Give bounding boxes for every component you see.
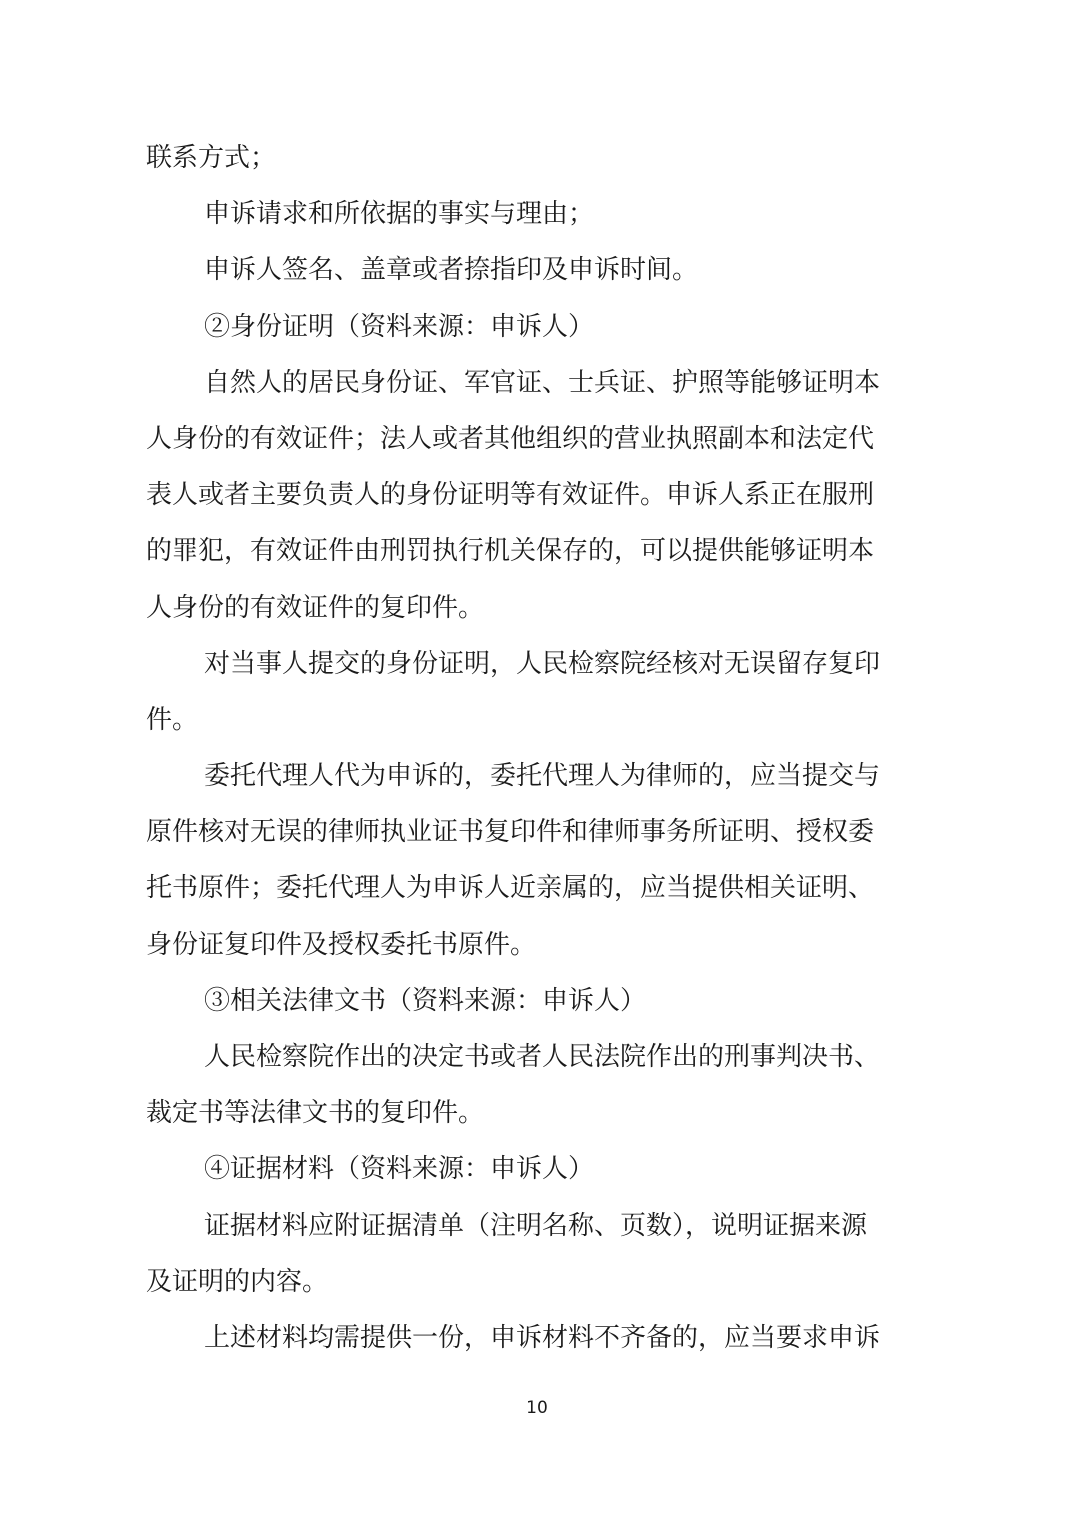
text-line: 委托代理人代为申诉的，委托代理人为律师的，应当提交与 [204,761,881,792]
text-line: 人身份的有效证件的复印件。 [146,592,485,623]
text-line: 件。 [146,704,199,735]
text-line: 人民检察院作出的决定书或者人民法院作出的刑事判决书、 [204,1042,881,1072]
text-line: 托书原件；委托代理人为申诉人近亲属的，应当提供相关证明、 [146,873,875,904]
text-line: 申诉请求和所依据的事实与理由； [204,199,595,230]
text-line: 原件核对无误的律师执业证书复印件和律师事务所证明、授权委 [146,817,875,848]
text-line: 人身份的有效证件；法人或者其他组织的营业执照副本和法定代 [146,423,875,454]
text-line: 申诉人签名、盖章或者捺指印及申诉时间。 [204,255,699,286]
text-line: 自然人的居民身份证、军官证、士兵证、护照等能够证明本 [204,367,881,398]
body-text [146,130,940,1366]
text-line: 裁定书等法律文书的复印件。 [146,1098,485,1129]
text-line: 的罪犯，有效证件由刑罚执行机关保存的，可以提供能够证明本 [146,536,875,567]
text-line: 身份证复印件及授权委托书原件。 [146,929,537,960]
text-line: 证据材料应附证据清单（注明名称、页数），说明证据来源 [204,1210,868,1241]
text-line: 表人或者主要负责人的身份证明等有效证件。申诉人系正在服刑 [146,480,875,511]
text-line: 对当事人提交的身份证明，人民检察院经核对无误留存复印 [204,648,881,679]
page-number: 10 [526,1398,548,1418]
text-line: 及证明的内容。 [146,1266,329,1297]
section-heading: ④证据材料（资料来源：申诉人） [204,1154,595,1185]
section-heading: ②身份证明（资料来源：申诉人） [204,311,595,342]
text-line: 上述材料均需提供一份，申诉材料不齐备的，应当要求申诉 [204,1322,881,1353]
section-heading: ③相关法律文书（资料来源：申诉人） [204,985,647,1016]
text-line: 联系方式； [146,143,277,173]
